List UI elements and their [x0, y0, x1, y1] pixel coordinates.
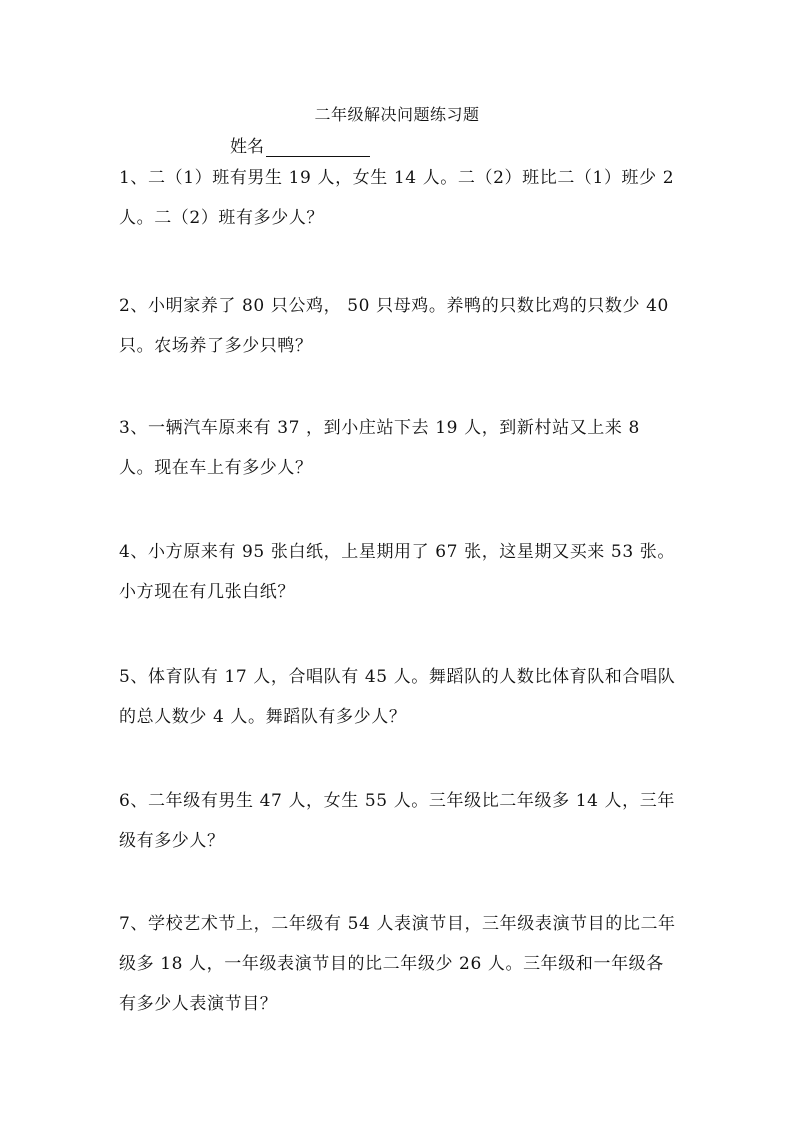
question-2: 2、小明家养了 80 只公鸡， 50 只母鸡。养鸭的只数比鸡的只数少 40 只。农场养了多少只鸭？ — [119, 296, 669, 356]
name-blank — [266, 138, 370, 157]
question-4: 4、小方原来有 95 张白纸，上星期用了 67 张，这星期又买来 53 张。小方现在有几张白纸？ — [119, 542, 675, 602]
student-name-line — [230, 132, 370, 157]
question-1: 1、二（1）班有男生 19 人，女生 14 人。二（2）班比二（1）班少 2 人。二（2）班有多少人？ — [119, 168, 675, 228]
question-7: 7、学校艺术节上，二年级有 54 人表演节目，三年级表演节目的比二年级多 18 人，一年级表演节目的比二年级少 26 人。三年级和一年级各有多少人表演节目？ — [119, 914, 676, 1014]
name-label: 姓名 — [230, 137, 264, 157]
question-6: 6、二年级有男生 47 人，女生 55 人。三年级比二年级多 14 人，三年级有多少人？ — [119, 791, 675, 851]
question-3: 3、一辆汽车原来有 37 ，到小庄站下去 19 人，到新村站又上来 8 人。现在车上有多少人？ — [119, 418, 640, 478]
question-5: 5、体育队有 17 人，合唱队有 45 人。舞蹈队的人数比体育队和合唱队的总人数少 4 人。舞蹈队有多少人？ — [119, 667, 676, 727]
worksheet-title: 二年级解决问题练习题 — [314, 105, 480, 124]
